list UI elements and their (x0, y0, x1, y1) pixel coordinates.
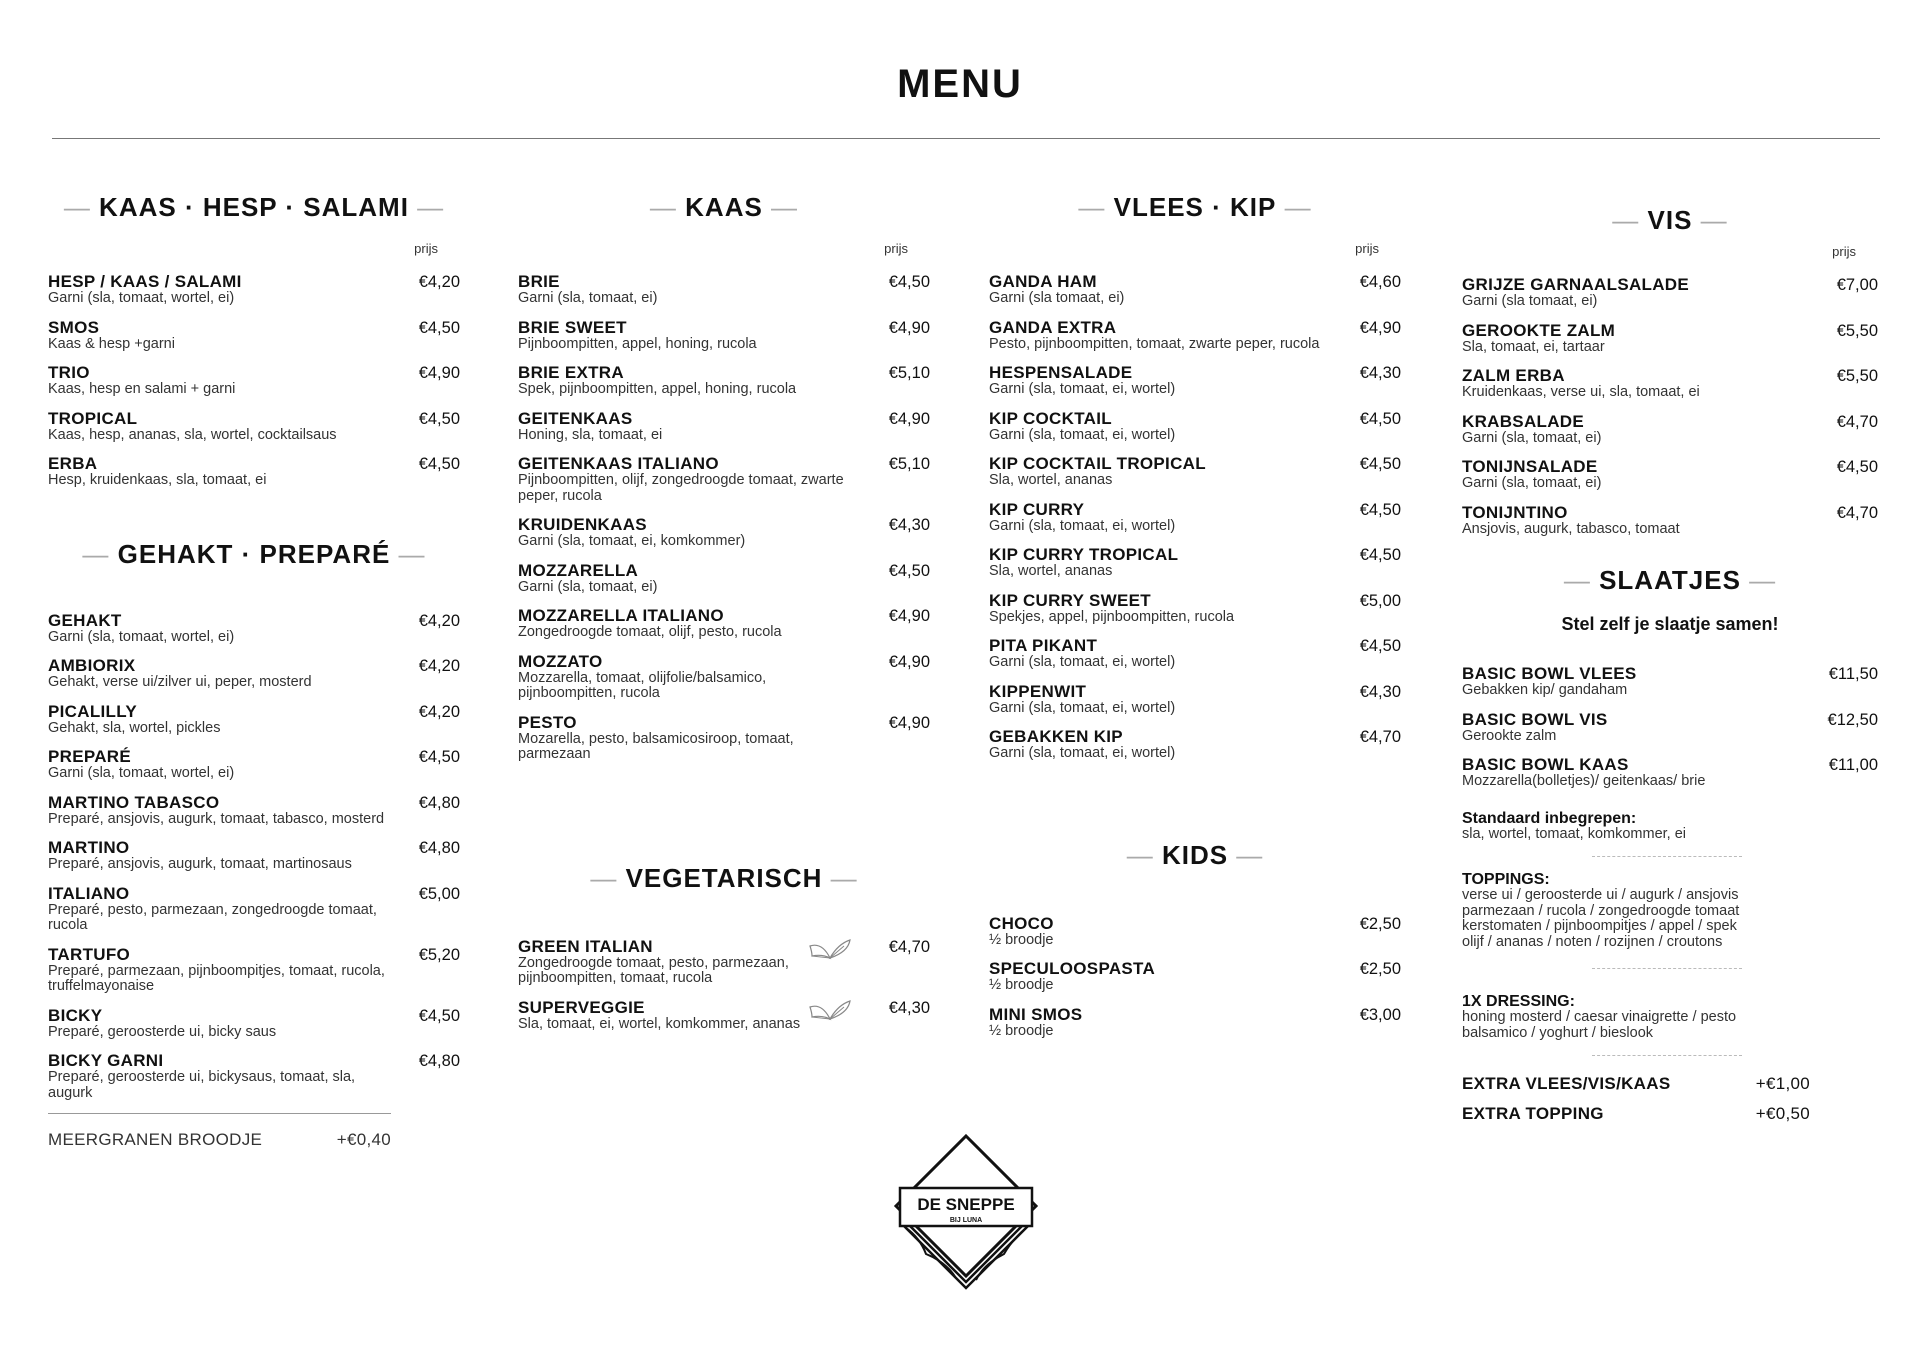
item-description: Mozzarella, tomaat, olijfolie/balsamico, pijnboompitten, rucola (518, 669, 767, 701)
item-description: Preparé, parmezaan, pijnboompitjes, tomaat, rucola, truffelmayonaise (48, 962, 385, 994)
section-title-kids: — KIDS — (1126, 839, 1264, 870)
menu-item (1462, 711, 1878, 745)
item-name: KIP CURRY (989, 499, 1085, 519)
item-price: €5,00 (1359, 591, 1401, 610)
menu-item (518, 364, 930, 398)
menu-item (1462, 322, 1878, 356)
item-price: €4,90 (418, 364, 460, 382)
item-name: ITALIANO (48, 883, 130, 903)
item-name: BRIE EXTRA (518, 363, 624, 382)
item-name: MARTINO TABASCO (48, 792, 220, 812)
item-name: KIP CURRY TROPICAL (989, 545, 1179, 564)
extra-label: EXTRA VLEES/VIS/KAAS (1462, 1074, 1671, 1093)
item-price: €2,50 (1359, 960, 1401, 978)
price-header: prijs (414, 241, 438, 256)
item-description: Honing, sla, tomaat, ei (518, 426, 663, 443)
item-name: GREEN ITALIAN (518, 936, 653, 956)
item-price: €5,00 (418, 884, 460, 903)
item-name: ERBA (48, 454, 98, 473)
item-description: Gebakken kip/ gandaham (1462, 682, 1628, 698)
item-description: Preparé, pesto, parmezaan, zongedroogde tomaat, rucola (48, 901, 377, 933)
item-price: €5,10 (888, 455, 930, 473)
dressing-line: balsamico / yoghurt / bieslook (1462, 1024, 1654, 1041)
item-description: Preparé, ansjovis, augurk, tomaat, martinosaus (48, 856, 352, 872)
menu-item (48, 794, 460, 828)
item-price: €4,50 (418, 748, 460, 766)
section-title-kaas-hesp-salami: — KAAS · HESP · SALAMI — (63, 192, 445, 222)
menu-item (48, 1052, 460, 1101)
item-name: TARTUFO (48, 944, 131, 964)
dressing-block (1462, 993, 1878, 1041)
toppings-line: verse ui / geroosterde ui / augurk / ansjovis (1462, 887, 1739, 903)
dashed-divider (1592, 856, 1742, 857)
item-name: KIP COCKTAIL (989, 408, 1112, 428)
item-description: Pijnboompitten, appel, honing, rucola (518, 335, 757, 352)
item-price: €4,90 (888, 607, 930, 625)
item-list (48, 612, 460, 1102)
menu-item (518, 714, 930, 763)
item-name: BASIC BOWL KAAS (1462, 755, 1629, 774)
menu-item (1462, 413, 1878, 447)
menu-item (989, 960, 1401, 994)
item-description: Hesp, kruidenkaas, sla, tomaat, ei (48, 472, 267, 488)
menu-item (518, 562, 930, 596)
column-2 (518, 192, 930, 1044)
item-price: €4,50 (1359, 500, 1401, 519)
item-description: Garni (sla, tomaat, ei, wortel) (989, 654, 1176, 670)
meergranen-extra (48, 1113, 391, 1150)
menu-item (1462, 665, 1878, 699)
item-price: €4,30 (1359, 682, 1401, 701)
item-price: €4,50 (1359, 409, 1401, 428)
menu-item (48, 657, 460, 691)
item-name: BASIC BOWL VIS (1462, 709, 1608, 729)
item-description: Gerookte zalm (1462, 727, 1557, 744)
menu-item (1462, 458, 1878, 492)
de-sneppe-logo (886, 1128, 1046, 1308)
item-description: Sla, wortel, ananas (989, 563, 1113, 579)
item-description: Garni (sla, tomaat, ei) (518, 290, 658, 306)
item-description: Pijnboompitten, olijf, zongedroogde tomaat, zwarte peper, rucola (518, 472, 844, 504)
item-name: ZALM ERBA (1462, 366, 1565, 385)
item-description: ½ broodje (989, 931, 1054, 948)
menu-item (48, 273, 460, 307)
logo-sub: BIJ LUNA (949, 1217, 983, 1224)
item-description: Sla, wortel, ananas (989, 472, 1113, 488)
menu-item (989, 364, 1401, 398)
menu-item (518, 319, 930, 353)
item-price: €3,00 (1359, 1005, 1401, 1024)
item-name: GRIJZE GARNAALSALADE (1462, 275, 1690, 294)
extra-price: +€0,50 (1755, 1104, 1810, 1123)
menu-item (1462, 504, 1878, 538)
item-description: Sla, tomaat, ei, tartaar (1462, 338, 1605, 355)
item-price: €4,50 (418, 455, 460, 473)
item-description: Garni (sla tomaat, ei) (989, 290, 1125, 306)
item-price: €12,50 (1827, 710, 1878, 729)
item-name: AMBIORIX (48, 656, 136, 675)
item-name: SPECULOOSPASTA (989, 959, 1156, 978)
item-name: KIP COCKTAIL TROPICAL (989, 454, 1206, 473)
toppings-line: parmezaan / rucola / zongedroogde tomaat (1462, 902, 1740, 919)
item-description: Garni (sla, tomaat, wortel, ei) (48, 290, 235, 306)
item-list (1462, 665, 1878, 790)
item-description: Garni (sla, tomaat, ei, wortel) (989, 745, 1176, 761)
toppings-line: kerstomaten / pijnboompitjes / appel / spek (1462, 918, 1737, 934)
item-name: GEBAKKEN KIP (989, 727, 1123, 746)
item-name: KRABSALADE (1462, 411, 1584, 431)
item-price: €4,50 (888, 273, 930, 291)
item-list (989, 915, 1401, 1040)
item-price: €4,30 (1359, 364, 1401, 382)
item-price: €4,90 (1359, 318, 1401, 337)
item-name: TONIJNSALADE (1462, 457, 1598, 476)
item-price: €4,20 (418, 702, 460, 721)
menu-item (1462, 756, 1878, 790)
item-name: TROPICAL (48, 408, 138, 428)
item-name: GANDA HAM (989, 272, 1097, 291)
item-description: Garni (sla, tomaat, ei, wortel) (989, 381, 1176, 397)
standaard-heading: Standaard inbegrepen: (1462, 809, 1637, 827)
menu-item (48, 612, 460, 646)
item-description: Kaas, hesp en salami + garni (48, 381, 236, 397)
menu-item (989, 683, 1401, 717)
menu-item (518, 999, 930, 1033)
menu-item (989, 501, 1401, 535)
price-header: prijs (1355, 241, 1379, 256)
item-name: PICALILLY (48, 701, 137, 721)
item-name: MINI SMOS (989, 1004, 1083, 1024)
item-price: €7,00 (1836, 276, 1878, 294)
item-price: €5,50 (1836, 321, 1878, 340)
item-price: €4,90 (888, 713, 930, 732)
item-price: €2,50 (1359, 914, 1401, 933)
title-divider (52, 138, 1880, 139)
item-name: PITA PIKANT (989, 636, 1098, 655)
menu-item (48, 703, 460, 737)
item-price: €4,20 (418, 611, 460, 630)
item-name: BICKY GARNI (48, 1051, 164, 1070)
dressing-heading: 1X DRESSING: (1462, 993, 1575, 1010)
menu-item (48, 748, 460, 782)
item-description: Garni (sla, tomaat, ei) (1462, 475, 1602, 491)
item-description: Garni (sla, tomaat, ei) (518, 578, 658, 595)
item-list (518, 938, 930, 1033)
menu-item (48, 319, 460, 353)
extra-vlees-vis-kaas (1462, 1074, 1810, 1094)
item-name: MOZZARELLA ITALIANO (518, 606, 724, 625)
menu-item (989, 728, 1401, 762)
item-name: MARTINO (48, 838, 130, 857)
item-price: €4,50 (418, 409, 460, 428)
section-title-vegetarisch: — VEGETARISCH — (590, 862, 858, 893)
menu-item (518, 653, 930, 702)
extra-topping (1462, 1104, 1810, 1124)
item-description: ½ broodje (989, 1022, 1054, 1039)
item-description: Gehakt, sla, wortel, pickles (48, 719, 221, 736)
item-name: GEITENKAAS (518, 408, 633, 428)
item-name: KIPPENWIT (989, 681, 1087, 701)
item-description: Zongedroogde tomaat, olijf, pesto, rucola (518, 624, 782, 640)
item-price: €11,00 (1828, 756, 1878, 774)
price-header: prijs (884, 241, 908, 256)
menu-item (989, 1006, 1401, 1040)
menu-item (989, 592, 1401, 626)
slaatjes-subtitle: Stel zelf je slaatje samen! (1561, 614, 1779, 634)
menu-item (48, 410, 460, 444)
item-list (1462, 276, 1878, 537)
item-description: Pesto, pijnboompitten, tomaat, zwarte peper, rucola (989, 335, 1320, 352)
item-description: Gehakt, verse ui/zilver ui, peper, mosterd (48, 674, 312, 690)
item-description: Spek, pijnboompitten, appel, honing, rucola (518, 381, 797, 397)
item-price: €4,50 (418, 1006, 460, 1025)
item-description: Garni (sla, tomaat, ei, wortel) (989, 426, 1176, 443)
item-price: €5,20 (418, 945, 460, 964)
item-price: €4,90 (888, 409, 930, 428)
toppings-line: olijf / ananas / noten / rozijnen / croutons (1462, 933, 1723, 950)
item-price: €4,20 (418, 657, 460, 675)
leaf-icon (808, 997, 852, 1021)
menu-item (518, 455, 930, 504)
item-price: €4,90 (888, 318, 930, 337)
item-name: MOZZARELLA (518, 560, 639, 580)
item-price: €4,50 (888, 561, 930, 580)
toppings-block (1462, 871, 1878, 950)
item-description: Spekjes, appel, pijnboompitten, rucola (989, 608, 1235, 625)
section-title-kaas: — KAAS — (649, 192, 799, 222)
item-name: GEROOKTE ZALM (1462, 320, 1616, 340)
item-description: Garni (sla, tomaat, ei, wortel) (989, 517, 1176, 534)
item-description: Garni (sla tomaat, ei) (1462, 293, 1598, 309)
item-description: Preparé, ansjovis, augurk, tomaat, tabasco, mosterd (48, 810, 385, 827)
section-title-slaatjes: — SLAATJES — (1563, 565, 1777, 595)
item-name: TONIJNTINO (1462, 502, 1568, 522)
menu-item (1462, 367, 1878, 401)
menu-item (989, 546, 1401, 580)
item-price: €4,80 (418, 839, 460, 857)
item-price: €4,30 (888, 998, 930, 1017)
item-description: Sla, tomaat, ei, wortel, komkommer, ananas (518, 1015, 801, 1032)
item-name: BASIC BOWL VLEES (1462, 664, 1637, 683)
item-price: €4,30 (888, 516, 930, 534)
item-description: ½ broodje (989, 977, 1054, 993)
section-title-vis: — VIS — (1612, 205, 1728, 235)
menu-item (989, 455, 1401, 489)
item-description: Preparé, geroosterde ui, bickysaus, tomaat, sla, augurk (48, 1069, 356, 1101)
item-name: SUPERVEGGIE (518, 997, 645, 1017)
item-price: €4,50 (1836, 458, 1878, 476)
menu-item (518, 607, 930, 641)
menu-item (48, 885, 460, 934)
item-description: Mozzarella(bolletjes)/ geitenkaas/ brie (1462, 773, 1706, 789)
item-name: SMOS (48, 317, 100, 337)
item-name: BRIE SWEET (518, 317, 627, 337)
section-title-gehakt-prepare: — GEHAKT · PREPARÉ — (82, 538, 426, 569)
item-price: €4,60 (1359, 273, 1401, 291)
menu-item (48, 1007, 460, 1041)
item-list (48, 273, 460, 489)
item-name: GEHAKT (48, 610, 122, 630)
menu-title: MENU (897, 62, 1023, 106)
column-4 (1462, 205, 1878, 1124)
item-description: Zongedroogde tomaat, pesto, parmezaan, pijnboompitten, tomaat, rucola (518, 954, 789, 986)
item-price: €4,20 (418, 273, 460, 291)
menu-item (989, 915, 1401, 949)
item-description: Mozarella, pesto, balsamicosiroop, tomaat, parmezaan (518, 730, 794, 762)
item-description: Garni (sla, tomaat, ei, wortel) (989, 699, 1176, 716)
menu-item (48, 839, 460, 873)
item-name: HESP / KAAS / SALAMI (48, 272, 242, 291)
item-description: Garni (sla, tomaat, ei, komkommer) (518, 533, 746, 549)
item-name: GANDA EXTRA (989, 317, 1117, 337)
menu-item (989, 410, 1401, 444)
item-price: €4,50 (418, 318, 460, 337)
item-description: Garni (sla, tomaat, ei) (1462, 429, 1602, 446)
menu-item (518, 938, 930, 987)
menu-item (48, 946, 460, 995)
item-price: €4,70 (1836, 412, 1878, 431)
extra-price: +€0,40 (336, 1130, 391, 1149)
item-description: Kaas & hesp +garni (48, 335, 175, 352)
item-price: €4,70 (1836, 503, 1878, 522)
item-name: BICKY (48, 1005, 103, 1025)
menu-item (1462, 276, 1878, 310)
item-price: €4,50 (1359, 455, 1401, 473)
item-name: KRUIDENKAAS (518, 515, 647, 534)
toppings-heading: TOPPINGS: (1462, 871, 1550, 888)
menu-item (48, 455, 460, 489)
leaf-icon (808, 936, 852, 960)
item-price: €4,50 (1359, 546, 1401, 564)
item-list (989, 273, 1401, 762)
menu-item (989, 273, 1401, 307)
item-name: BRIE (518, 272, 560, 291)
dashed-divider (1592, 1055, 1742, 1056)
item-description: Garni (sla, tomaat, wortel, ei) (48, 628, 235, 645)
item-price: €5,50 (1836, 367, 1878, 385)
item-price: €4,50 (1359, 637, 1401, 655)
menu-item (989, 637, 1401, 671)
item-name: GEITENKAAS ITALIANO (518, 454, 719, 473)
menu-item (518, 516, 930, 550)
extra-price: +€1,00 (1755, 1074, 1810, 1093)
menu-item (48, 364, 460, 398)
item-price: €5,10 (888, 364, 930, 382)
item-name: KIP CURRY SWEET (989, 590, 1151, 610)
item-name: HESPENSALADE (989, 363, 1133, 382)
item-price: €11,50 (1828, 665, 1878, 683)
item-description: Preparé, geroosterde ui, bicky saus (48, 1023, 277, 1040)
item-description: Kruidenkaas, verse ui, sla, tomaat, ei (1462, 384, 1700, 400)
item-name: MOZZATO (518, 651, 603, 671)
standaard-text: sla, wortel, tomaat, komkommer, ei (1462, 825, 1687, 842)
item-list (518, 273, 930, 763)
extra-label: EXTRA TOPPING (1462, 1104, 1604, 1123)
item-name: PREPARÉ (48, 747, 132, 766)
item-description: Ansjovis, augurk, tabasco, tomaat (1462, 520, 1680, 537)
logo-name: DE SNEPPE (917, 1195, 1015, 1214)
column-3 (989, 192, 1401, 1051)
item-price: €4,70 (1359, 728, 1401, 746)
item-name: CHOCO (989, 913, 1054, 933)
item-price: €4,80 (418, 793, 460, 812)
item-description: Kaas, hesp, ananas, sla, wortel, cocktailsaus (48, 426, 337, 443)
dressing-line: honing mosterd / caesar vinaigrette / pesto (1462, 1009, 1737, 1025)
price-header: prijs (1832, 244, 1856, 259)
menu-item (518, 273, 930, 307)
item-price: €4,70 (888, 937, 930, 956)
item-price: €4,90 (888, 652, 930, 671)
item-price: €4,80 (418, 1052, 460, 1070)
item-name: TRIO (48, 363, 90, 382)
menu-item (518, 410, 930, 444)
column-1 (48, 192, 460, 1150)
extra-label: MEERGRANEN BROODJE (48, 1130, 263, 1149)
section-title-vlees-kip: — VLEES · KIP — (1078, 192, 1312, 222)
dashed-divider (1592, 968, 1742, 969)
logo-sandwich-icon (886, 1128, 1046, 1308)
item-description: Garni (sla, tomaat, wortel, ei) (48, 765, 235, 781)
standaard-block (1462, 810, 1878, 843)
menu-item (989, 319, 1401, 353)
item-name: PESTO (518, 712, 577, 732)
